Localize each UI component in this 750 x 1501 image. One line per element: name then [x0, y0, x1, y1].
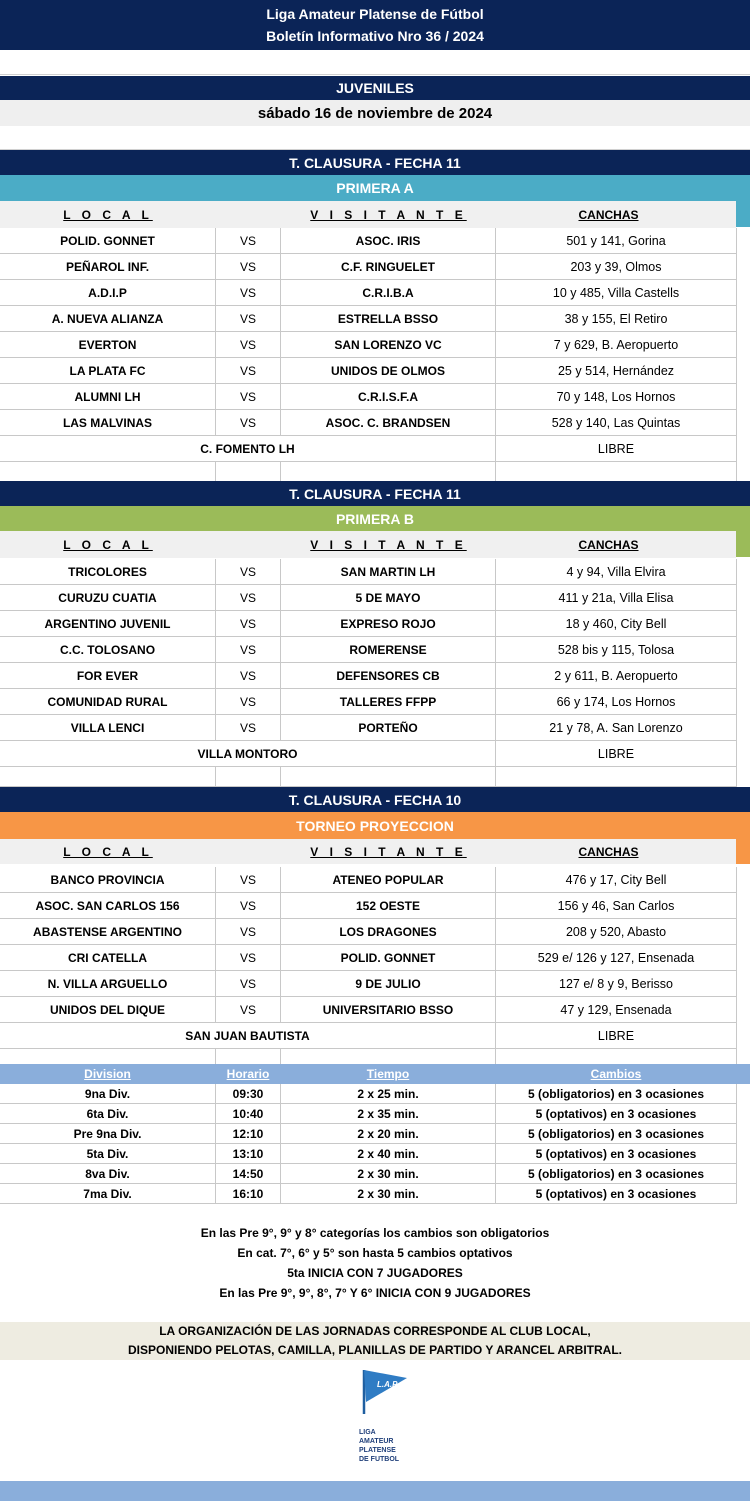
bulletin-number: Boletín Informativo Nro 36 / 2024 [266, 28, 484, 44]
local-team: N. VILLA ARGUELLO [0, 971, 216, 997]
date-banner [0, 100, 750, 126]
accent-bar-b [736, 531, 750, 557]
tournament-title: T. CLAUSURA - FECHA 11 [289, 485, 461, 502]
league-logo [355, 1368, 415, 1472]
visitor-team: 152 OESTE [281, 893, 496, 919]
logo-line: LIGA [359, 1429, 376, 1436]
canchas-header: CANCHAS [578, 537, 639, 552]
schedule-time: 16:10 [216, 1184, 281, 1204]
visitor-team: ATENEO POPULAR [281, 867, 496, 893]
organization-line: DISPONIENDO PELOTAS, CAMILLA, PLANILLAS DE PARTIDO Y ARANCEL ARBITRAL. [127, 1343, 622, 1357]
footer-bar [0, 1481, 750, 1501]
match-row [0, 867, 750, 893]
visitante-header: V I S I T A N T E [310, 207, 467, 222]
visitor-team: POLID. GONNET [281, 945, 496, 971]
title-header [0, 0, 750, 50]
vs-label: VS [216, 945, 281, 971]
local-team: CURUZU CUATIA [0, 585, 216, 611]
visitor-team: 5 DE MAYO [281, 585, 496, 611]
venue-address: 127 e/ 8 y 9, Berisso [496, 971, 737, 997]
vs-label: VS [216, 254, 281, 280]
vs-label: VS [216, 637, 281, 663]
vs-label: VS [216, 715, 281, 741]
vs-label: VS [216, 384, 281, 410]
visitor-team: ESTRELLA BSSO [281, 306, 496, 332]
schedule-row [0, 1184, 750, 1204]
rule-note: En las Pre 9°, 9° y 8° categorías los cambios son obligatorios [200, 1226, 550, 1240]
match-row [0, 945, 750, 971]
vs-label: VS [216, 585, 281, 611]
visitor-team: DEFENSORES CB [281, 663, 496, 689]
match-row [0, 332, 750, 358]
vs-label: VS [216, 663, 281, 689]
visitante-header: V I S I T A N T E [310, 537, 467, 552]
column-header-row [0, 201, 736, 228]
schedule-time: 12:10 [216, 1124, 281, 1144]
match-row [0, 637, 750, 663]
match-row [0, 280, 750, 306]
local-header: L O C A L [63, 844, 153, 859]
libre-team: C. FOMENTO LH [0, 436, 496, 462]
local-team: COMUNIDAD RURAL [0, 689, 216, 715]
local-team: BANCO PROVINCIA [0, 867, 216, 893]
schedule-substitutions: 5 (optativos) en 3 ocasiones [496, 1144, 737, 1164]
visitor-team: C.R.I.B.A [281, 280, 496, 306]
local-header: L O C A L [63, 207, 153, 222]
venue-address: 10 y 485, Villa Castells [496, 280, 737, 306]
division-banner-a [0, 175, 750, 201]
match-row [0, 384, 750, 410]
schedule-time: 13:10 [216, 1144, 281, 1164]
tournament-title: T. CLAUSURA - FECHA 10 [288, 791, 462, 808]
visitor-team: 9 DE JULIO [281, 971, 496, 997]
schedule-division: 9na Div. [0, 1084, 216, 1104]
rule-note: 5ta INICIA CON 7 JUGADORES [287, 1266, 463, 1280]
visitor-team: TALLERES FFPP [281, 689, 496, 715]
tournament-title: T. CLAUSURA - FECHA 11 [289, 154, 461, 171]
schedule-row [0, 1144, 750, 1164]
logo-line: DE FUTBOL [359, 1456, 400, 1463]
schedule-row [0, 1124, 750, 1144]
visitor-team: SAN MARTIN LH [281, 559, 496, 585]
vs-label: VS [216, 358, 281, 384]
schedule-duration: 2 x 30 min. [281, 1184, 496, 1204]
schedule-substitutions: 5 (obligatorios) en 3 ocasiones [496, 1124, 737, 1144]
visitor-team: ROMERENSE [281, 637, 496, 663]
match-row [0, 306, 750, 332]
category-title: JUVENILES [336, 80, 414, 96]
visitor-team: ASOC. IRIS [281, 228, 496, 254]
schedule-substitutions: 5 (optativos) en 3 ocasiones [496, 1184, 737, 1204]
schedule-division: 7ma Div. [0, 1184, 216, 1204]
schedule-division: 8va Div. [0, 1164, 216, 1184]
rule-note: En cat. 7°, 6° y 5° son hasta 5 cambios optativos [237, 1246, 513, 1260]
venue-address: 4 y 94, Villa Elvira [496, 559, 737, 585]
local-team: ALUMNI LH [0, 384, 216, 410]
local-team: UNIDOS DEL DIQUE [0, 997, 216, 1023]
venue-address: 38 y 155, El Retiro [496, 306, 737, 332]
visitor-team: UNIVERSITARIO BSSO [281, 997, 496, 1023]
local-team: A. NUEVA ALIANZA [0, 306, 216, 332]
match-row [0, 254, 750, 280]
column-header-row [0, 839, 736, 864]
section-tournament-b [0, 481, 750, 506]
visitor-team: EXPRESO ROJO [281, 611, 496, 637]
schedule-duration: 2 x 35 min. [281, 1104, 496, 1124]
libre-label: LIBRE [496, 741, 737, 767]
local-team: EVERTON [0, 332, 216, 358]
local-team: CRI CATELLA [0, 945, 216, 971]
visitor-team: SAN LORENZO VC [281, 332, 496, 358]
local-team: C.C. TOLOSANO [0, 637, 216, 663]
vs-label: VS [216, 306, 281, 332]
section-tournament-p [0, 787, 750, 812]
match-row [0, 228, 750, 254]
local-team: TRICOLORES [0, 559, 216, 585]
empty-row [0, 462, 750, 482]
schedule-header-division: Division [0, 1064, 216, 1084]
libre-row [0, 741, 750, 767]
match-row [0, 611, 750, 637]
local-team: LAS MALVINAS [0, 410, 216, 436]
libre-label: LIBRE [496, 436, 737, 462]
division-banner-p [0, 812, 750, 839]
schedule-time: 09:30 [216, 1084, 281, 1104]
match-row [0, 893, 750, 919]
division-title: PRIMERA A [336, 180, 414, 196]
schedule-row [0, 1104, 750, 1124]
visitante-header: V I S I T A N T E [310, 844, 467, 859]
venue-address: 7 y 629, B. Aeropuerto [496, 332, 737, 358]
vs-label: VS [216, 689, 281, 715]
organization-line: LA ORGANIZACIÓN DE LAS JORNADAS CORRESPONDE AL CLUB LOCAL, [159, 1324, 591, 1338]
schedule-time: 14:50 [216, 1164, 281, 1184]
local-team: A.D.I.P [0, 280, 216, 306]
spacer-row [0, 126, 750, 150]
schedule-header-tiempo: Tiempo [281, 1064, 496, 1084]
schedule-header-row [0, 1064, 750, 1084]
spacer-row [0, 50, 750, 75]
organization-banner [0, 1322, 750, 1360]
schedule-division: 6ta Div. [0, 1104, 216, 1124]
match-row [0, 715, 750, 741]
local-team: LA PLATA FC [0, 358, 216, 384]
match-row [0, 689, 750, 715]
local-header: L O C A L [63, 537, 153, 552]
libre-label: LIBRE [496, 1023, 737, 1049]
schedule-division: 5ta Div. [0, 1144, 216, 1164]
category-banner [0, 76, 750, 100]
vs-label: VS [216, 332, 281, 358]
schedule-substitutions: 5 (optativos) en 3 ocasiones [496, 1104, 737, 1124]
venue-address: 156 y 46, San Carlos [496, 893, 737, 919]
schedule-header-horario: Horario [216, 1064, 281, 1084]
column-header-row [0, 531, 736, 558]
libre-team: VILLA MONTORO [0, 741, 496, 767]
logo-line: PLATENSE [359, 1447, 396, 1454]
logo-line: AMATEUR [359, 1438, 394, 1445]
division-banner-b [0, 506, 750, 531]
empty-row [0, 767, 750, 787]
match-row [0, 585, 750, 611]
match-row [0, 410, 750, 436]
venue-address: 476 y 17, City Bell [496, 867, 737, 893]
rule-note: En las Pre 9°, 9°, 8°, 7° Y 6° INICIA CON 9 JUGADORES [219, 1286, 531, 1300]
schedule-duration: 2 x 40 min. [281, 1144, 496, 1164]
local-team: ASOC. SAN CARLOS 156 [0, 893, 216, 919]
visitor-team: LOS DRAGONES [281, 919, 496, 945]
libre-team: SAN JUAN BAUTISTA [0, 1023, 496, 1049]
schedule-duration: 2 x 30 min. [281, 1164, 496, 1184]
league-title: Liga Amateur Platense de Fútbol [266, 6, 484, 22]
vs-label: VS [216, 919, 281, 945]
venue-address: 2 y 611, B. Aeropuerto [496, 663, 737, 689]
visitor-team: UNIDOS DE OLMOS [281, 358, 496, 384]
local-team: ARGENTINO JUVENIL [0, 611, 216, 637]
match-row [0, 919, 750, 945]
match-row [0, 559, 750, 585]
venue-address: 18 y 460, City Bell [496, 611, 737, 637]
venue-address: 21 y 78, A. San Lorenzo [496, 715, 737, 741]
schedule-substitutions: 5 (obligatorios) en 3 ocasiones [496, 1084, 737, 1104]
visitor-team: ASOC. C. BRANDSEN [281, 410, 496, 436]
vs-label: VS [216, 867, 281, 893]
venue-address: 66 y 174, Los Hornos [496, 689, 737, 715]
vs-label: VS [216, 893, 281, 919]
vs-label: VS [216, 971, 281, 997]
venue-address: 411 y 21a, Villa Elisa [496, 585, 737, 611]
match-row [0, 663, 750, 689]
vs-label: VS [216, 559, 281, 585]
section-tournament-a [0, 150, 750, 175]
venue-address: 529 e/ 126 y 127, Ensenada [496, 945, 737, 971]
venue-address: 25 y 514, Hernández [496, 358, 737, 384]
venue-address: 47 y 129, Ensenada [496, 997, 737, 1023]
vs-label: VS [216, 410, 281, 436]
vs-label: VS [216, 228, 281, 254]
visitor-team: C.R.I.S.F.A [281, 384, 496, 410]
vs-label: VS [216, 997, 281, 1023]
schedule-duration: 2 x 20 min. [281, 1124, 496, 1144]
venue-address: 501 y 141, Gorina [496, 228, 737, 254]
division-title: TORNEO PROYECCION [296, 817, 454, 834]
division-title: PRIMERA B [335, 510, 415, 527]
vs-label: VS [216, 280, 281, 306]
local-team: ABASTENSE ARGENTINO [0, 919, 216, 945]
accent-bar-a [736, 201, 750, 227]
canchas-header: CANCHAS [578, 207, 639, 222]
schedule-substitutions: 5 (obligatorios) en 3 ocasiones [496, 1164, 737, 1184]
match-row [0, 971, 750, 997]
venue-address: 528 y 140, Las Quintas [496, 410, 737, 436]
local-team: VILLA LENCI [0, 715, 216, 741]
venue-address: 203 y 39, Olmos [496, 254, 737, 280]
match-date: sábado 16 de noviembre de 2024 [257, 104, 493, 122]
schedule-row [0, 1084, 750, 1104]
libre-row [0, 436, 750, 462]
match-row [0, 997, 750, 1023]
logo-flag-text: L.A.P [377, 1380, 398, 1389]
schedule-time: 10:40 [216, 1104, 281, 1124]
libre-row [0, 1023, 750, 1049]
schedule-row [0, 1164, 750, 1184]
schedule-division: Pre 9na Div. [0, 1124, 216, 1144]
local-team: POLID. GONNET [0, 228, 216, 254]
accent-bar-p [736, 839, 750, 864]
local-team: PEÑAROL INF. [0, 254, 216, 280]
visitor-team: PORTEÑO [281, 715, 496, 741]
venue-address: 70 y 148, Los Hornos [496, 384, 737, 410]
schedule-header-cambios: Cambios [496, 1064, 737, 1084]
schedule-duration: 2 x 25 min. [281, 1084, 496, 1104]
vs-label: VS [216, 611, 281, 637]
venue-address: 528 bis y 115, Tolosa [496, 637, 737, 663]
canchas-header: CANCHAS [578, 844, 639, 859]
visitor-team: C.F. RINGUELET [281, 254, 496, 280]
match-row [0, 358, 750, 384]
local-team: FOR EVER [0, 663, 216, 689]
venue-address: 208 y 520, Abasto [496, 919, 737, 945]
